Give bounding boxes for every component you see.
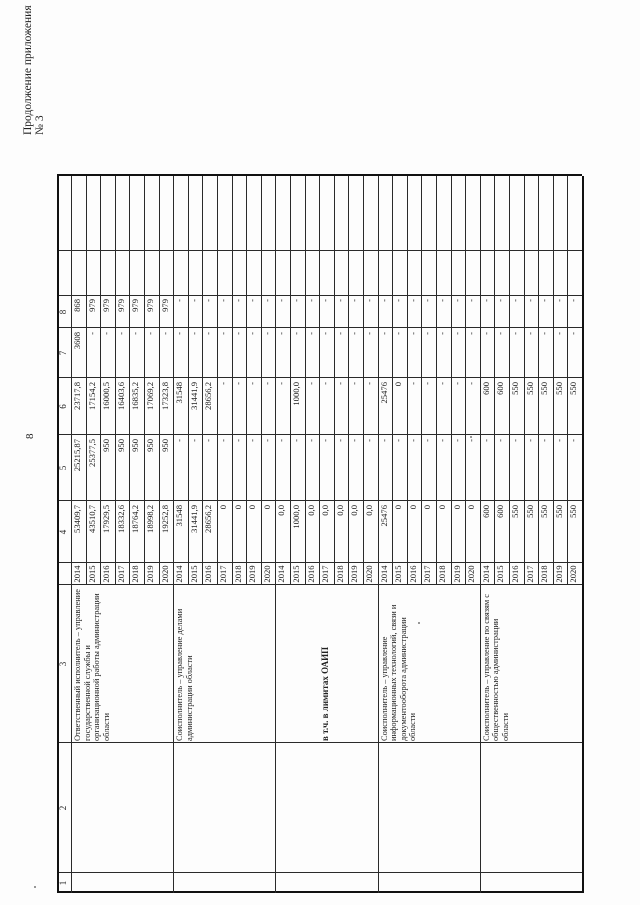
value-col4: 28656,2 — [203, 505, 214, 533]
value-col6: 16835,2 — [130, 382, 141, 410]
value-col7: 3608 — [72, 332, 82, 350]
row-rule — [334, 176, 335, 585]
value-col8: - — [349, 299, 360, 302]
year-cell: 2014 — [276, 565, 287, 583]
value-col7: - — [218, 332, 228, 335]
group-label: Ответственный исполнитель – управление государственной службы и организационной работы администрации области — [73, 589, 111, 741]
value-col6: 550 — [539, 382, 550, 395]
value-col7: - — [145, 332, 155, 335]
value-col4: 0,0 — [320, 505, 331, 516]
value-col4: 0,0 — [276, 505, 287, 516]
year-cell: 2017 — [218, 565, 228, 583]
value-col8: - — [203, 299, 214, 302]
value-col8: 979 — [101, 299, 112, 312]
value-col6: 550 — [524, 382, 535, 395]
value-col4: 0 — [407, 505, 418, 510]
value-col7: - — [305, 332, 316, 335]
year-cell: 2015 — [393, 565, 404, 583]
value-col8: 979 — [159, 299, 170, 312]
value-col8: - — [422, 299, 433, 302]
value-col6: 1000,0 — [291, 382, 301, 406]
value-col5: - — [203, 439, 214, 442]
value-col5: - — [276, 439, 287, 442]
group-rule — [173, 176, 174, 893]
value-col5: - — [524, 439, 535, 442]
value-col7: - — [334, 332, 345, 335]
value-col6: - — [247, 382, 258, 385]
row-rule — [232, 176, 233, 585]
year-cell: 2019 — [451, 565, 462, 583]
year-cell: 2018 — [232, 565, 243, 583]
group-rule — [480, 176, 481, 893]
row-rule — [553, 176, 554, 585]
row-rule — [524, 176, 525, 585]
value-col6: 17323,8 — [159, 382, 170, 410]
value-col5: - — [247, 439, 258, 442]
column-header-3: 3 — [58, 661, 68, 667]
row-rule — [509, 176, 510, 585]
value-col6: 17069,2 — [145, 382, 155, 410]
value-col7: - — [174, 332, 185, 335]
year-cell: 2019 — [349, 565, 360, 583]
row-rule — [246, 176, 247, 585]
value-col7: - — [261, 332, 272, 335]
value-col7: - — [203, 332, 214, 335]
value-col8: - — [174, 299, 185, 302]
value-col5: - — [305, 439, 316, 442]
row-rule — [407, 176, 408, 585]
value-col7: - — [437, 332, 447, 335]
column-header-4: 4 — [58, 529, 68, 535]
value-col4: 550 — [568, 505, 579, 518]
year-cell: 2016 — [203, 565, 214, 583]
column-header-7: 7 — [58, 350, 68, 356]
value-col8: - — [232, 299, 243, 302]
value-col7: - — [101, 332, 112, 335]
value-col8: - — [510, 299, 520, 302]
value-col5: - — [320, 439, 331, 442]
column-header-1: 1 — [58, 880, 68, 886]
year-cell: 2018 — [130, 565, 141, 583]
year-cell: 2020 — [568, 565, 579, 583]
value-col4: 0,0 — [349, 505, 360, 516]
value-col6: 16403,6 — [115, 382, 126, 410]
row-rule — [363, 176, 364, 585]
value-col6: - — [364, 382, 374, 385]
column-rule — [57, 892, 582, 894]
header-rule — [71, 176, 72, 893]
column-header-2: 2 — [58, 805, 68, 811]
value-col5: - — [553, 439, 564, 442]
value-col5: - — [539, 439, 550, 442]
group-label: Соисполнитель – управление по связям с общественностью администрации области — [481, 594, 510, 741]
year-cell: 2019 — [145, 565, 155, 583]
value-col6: - — [407, 382, 418, 385]
group-rule — [275, 176, 276, 893]
value-col6: - — [261, 382, 272, 385]
value-col4: 31548 — [174, 505, 185, 527]
value-col8: - — [188, 299, 199, 302]
year-cell: 2016 — [407, 565, 418, 583]
year-cell: 2017 — [524, 565, 535, 583]
value-col4: 18764,2 — [130, 505, 141, 533]
value-col4: 19252,8 — [159, 505, 170, 533]
value-col5: - — [291, 439, 301, 442]
value-col4: 0 — [247, 505, 258, 510]
value-col6: 28656,2 — [203, 382, 214, 410]
value-col4: 18332,6 — [115, 505, 126, 533]
value-col6: 550 — [568, 382, 579, 395]
value-col4: 0 — [451, 505, 462, 510]
value-col5: - — [232, 439, 243, 442]
row-rule — [465, 176, 466, 585]
value-col5: - — [261, 439, 272, 442]
year-cell: 2017 — [320, 565, 331, 583]
scan-speck — [34, 886, 36, 888]
value-col8: 868 — [72, 299, 82, 312]
scan-speck — [418, 622, 420, 624]
year-cell: 2020 — [261, 565, 272, 583]
value-col6: - — [422, 382, 433, 385]
value-col7: - — [291, 332, 301, 335]
year-cell: 2015 — [291, 565, 301, 583]
value-col4: 0 — [466, 505, 477, 510]
value-col8: - — [378, 299, 389, 302]
value-col4: 17929,5 — [101, 505, 112, 533]
row-rule — [261, 176, 262, 585]
year-cell: 2015 — [188, 565, 199, 583]
value-col7: - — [320, 332, 331, 335]
year-cell: 2017 — [115, 565, 126, 583]
year-cell: 2016 — [510, 565, 520, 583]
row-rule — [305, 176, 306, 585]
value-col7: - — [188, 332, 199, 335]
column-header-5: 5 — [58, 465, 68, 471]
value-col7: - — [510, 332, 520, 335]
year-cell: 2017 — [422, 565, 433, 583]
value-col6: 16000,5 — [101, 382, 112, 410]
value-col8: - — [218, 299, 228, 302]
value-col7: - — [247, 332, 258, 335]
value-col4: 600 — [480, 505, 491, 518]
value-col5: - — [364, 439, 374, 442]
value-col8: - — [466, 299, 477, 302]
value-col5: - — [451, 439, 462, 442]
value-col8: - — [305, 299, 316, 302]
year-cell: 2020 — [159, 565, 170, 583]
value-col6: - — [320, 382, 331, 385]
year-cell: 2019 — [553, 565, 564, 583]
value-col5: - — [218, 439, 228, 442]
appendix-note: Продолжение приложения № 3 — [22, 5, 46, 135]
value-col5: 950 — [130, 439, 141, 452]
value-col8: - — [437, 299, 447, 302]
year-cell: 2014 — [378, 565, 389, 583]
column-rule — [57, 742, 582, 743]
year-cell: 2018 — [539, 565, 550, 583]
value-col7: - — [364, 332, 374, 335]
value-col4: 550 — [524, 505, 535, 518]
value-col6: 600 — [495, 382, 506, 395]
value-col4: 1000,0 — [291, 505, 301, 529]
value-col7: - — [276, 332, 287, 335]
value-col7: - — [568, 332, 579, 335]
row-rule — [494, 176, 495, 585]
value-col6: 31441,9 — [188, 382, 199, 410]
value-col6: 550 — [510, 382, 520, 395]
value-col8: - — [553, 299, 564, 302]
value-col4: 0,0 — [334, 505, 345, 516]
year-cell: 2018 — [437, 565, 447, 583]
value-col6: - — [466, 382, 477, 385]
value-col6: - — [305, 382, 316, 385]
value-col7: - — [86, 332, 97, 335]
value-col7: - — [232, 332, 243, 335]
group-label: Соисполнитель – управление делами администрации области — [175, 608, 194, 741]
value-col6: 600 — [480, 382, 491, 395]
column-header-6: 6 — [58, 404, 68, 409]
table-bottom-rule — [582, 176, 584, 893]
value-col5: - — [393, 439, 404, 442]
budget-table — [57, 105, 583, 893]
value-col8: - — [524, 299, 535, 302]
page-number: 8 — [24, 433, 36, 439]
value-col4: 0 — [422, 505, 433, 510]
value-col4: 0 — [261, 505, 272, 510]
group-rule — [378, 176, 379, 893]
value-col6: - — [334, 382, 345, 385]
value-col8: - — [393, 299, 404, 302]
value-col7: - — [553, 332, 564, 335]
value-col6: - — [218, 382, 228, 385]
value-col7: - — [349, 332, 360, 335]
value-col7: - — [480, 332, 491, 335]
value-col7: - — [539, 332, 550, 335]
value-col4: 550 — [553, 505, 564, 518]
value-col8: - — [364, 299, 374, 302]
group-label: Соисполнитель – управление информационных технологий, связи и документооборота администрации области — [379, 604, 418, 741]
value-col5: - — [466, 439, 477, 442]
year-cell: 2020 — [466, 565, 477, 583]
value-col5: - — [510, 439, 520, 442]
value-col7: - — [130, 332, 141, 335]
value-col5: - — [495, 439, 506, 442]
value-col5: - — [407, 439, 418, 442]
value-col8: - — [247, 299, 258, 302]
year-cell: 2014 — [72, 565, 82, 583]
year-cell: 2020 — [364, 565, 374, 583]
year-cell: 2014 — [174, 565, 185, 583]
value-col5: 950 — [101, 439, 112, 452]
value-col8: 979 — [86, 299, 97, 312]
row-rule — [436, 176, 437, 585]
year-cell: 2016 — [101, 565, 112, 583]
value-col5: - — [349, 439, 360, 442]
value-col5: 950 — [145, 439, 155, 452]
year-cell: 2015 — [86, 565, 97, 583]
value-col4: 0 — [393, 505, 404, 510]
value-col6: 31548 — [174, 382, 185, 404]
value-col6: - — [451, 382, 462, 385]
value-col5: 25215,87 — [72, 439, 82, 472]
value-col8: - — [480, 299, 491, 302]
value-col4: 53409,7 — [72, 505, 82, 533]
row-rule — [392, 176, 393, 585]
value-col7: - — [466, 332, 477, 335]
value-col4: 550 — [510, 505, 520, 518]
value-col6: - — [349, 382, 360, 385]
value-col8: - — [291, 299, 301, 302]
value-col5: - — [174, 439, 185, 442]
value-col8: - — [320, 299, 331, 302]
value-col6: 550 — [553, 382, 564, 395]
value-col4: 0,0 — [305, 505, 316, 516]
value-col8: - — [539, 299, 550, 302]
value-col4: 600 — [495, 505, 506, 518]
value-col7: - — [407, 332, 418, 335]
value-col7: - — [159, 332, 170, 335]
value-col4: 0 — [232, 505, 243, 510]
value-col4: 43510,7 — [86, 505, 97, 533]
value-col4: 31441,9 — [188, 505, 199, 533]
value-col4: 0 — [437, 505, 447, 510]
value-col4: 0 — [218, 505, 228, 510]
value-col5: 950 — [159, 439, 170, 452]
value-col5: - — [378, 439, 389, 442]
value-col8: - — [407, 299, 418, 302]
year-cell: 2015 — [495, 565, 506, 583]
value-col7: - — [524, 332, 535, 335]
value-col4: 0,0 — [364, 505, 374, 516]
value-col7: - — [393, 332, 404, 335]
year-cell: 2014 — [480, 565, 491, 583]
value-col6: - — [276, 382, 287, 385]
value-col6: - — [437, 382, 447, 385]
row-rule — [348, 176, 349, 585]
value-col8: - — [261, 299, 272, 302]
value-col6: 25476 — [378, 382, 389, 404]
value-col6: - — [232, 382, 243, 385]
value-col6: 23717,8 — [72, 382, 82, 410]
value-col5: - — [480, 439, 491, 442]
value-col5: - — [188, 439, 199, 442]
row-rule — [567, 176, 568, 585]
row-rule — [451, 176, 452, 585]
value-col7: - — [451, 332, 462, 335]
value-col8: 979 — [130, 299, 141, 312]
value-col5: - — [568, 439, 579, 442]
year-cell: 2019 — [247, 565, 258, 583]
scan-speck — [470, 436, 472, 438]
value-col5: - — [334, 439, 345, 442]
value-col8: 979 — [115, 299, 126, 312]
row-rule — [217, 176, 218, 585]
year-cell: 2016 — [305, 565, 316, 583]
value-col6: 17154,2 — [86, 382, 97, 410]
value-col8: - — [568, 299, 579, 302]
value-col8: 979 — [145, 299, 155, 312]
value-col7: - — [115, 332, 126, 335]
value-col5: 25377,5 — [86, 439, 97, 467]
row-rule — [319, 176, 320, 585]
value-col6: 0 — [393, 382, 404, 387]
group-label: в т.ч. в лимитах ОАИП — [319, 646, 330, 741]
value-col8: - — [276, 299, 287, 302]
value-col8: - — [495, 299, 506, 302]
value-col8: - — [334, 299, 345, 302]
value-col4: 25476 — [378, 505, 389, 527]
column-header-8: 8 — [58, 309, 68, 315]
value-col7: - — [378, 332, 389, 335]
value-col4: 18998,2 — [145, 505, 155, 533]
row-rule — [538, 176, 539, 585]
year-cell: 2018 — [334, 565, 345, 583]
column-rule — [57, 872, 582, 873]
row-rule — [421, 176, 422, 585]
value-col8: - — [451, 299, 462, 302]
value-col7: - — [495, 332, 506, 335]
value-col5: - — [422, 439, 433, 442]
value-col5: 950 — [115, 439, 126, 452]
value-col5: - — [437, 439, 447, 442]
value-col7: - — [422, 332, 433, 335]
value-col4: 550 — [539, 505, 550, 518]
